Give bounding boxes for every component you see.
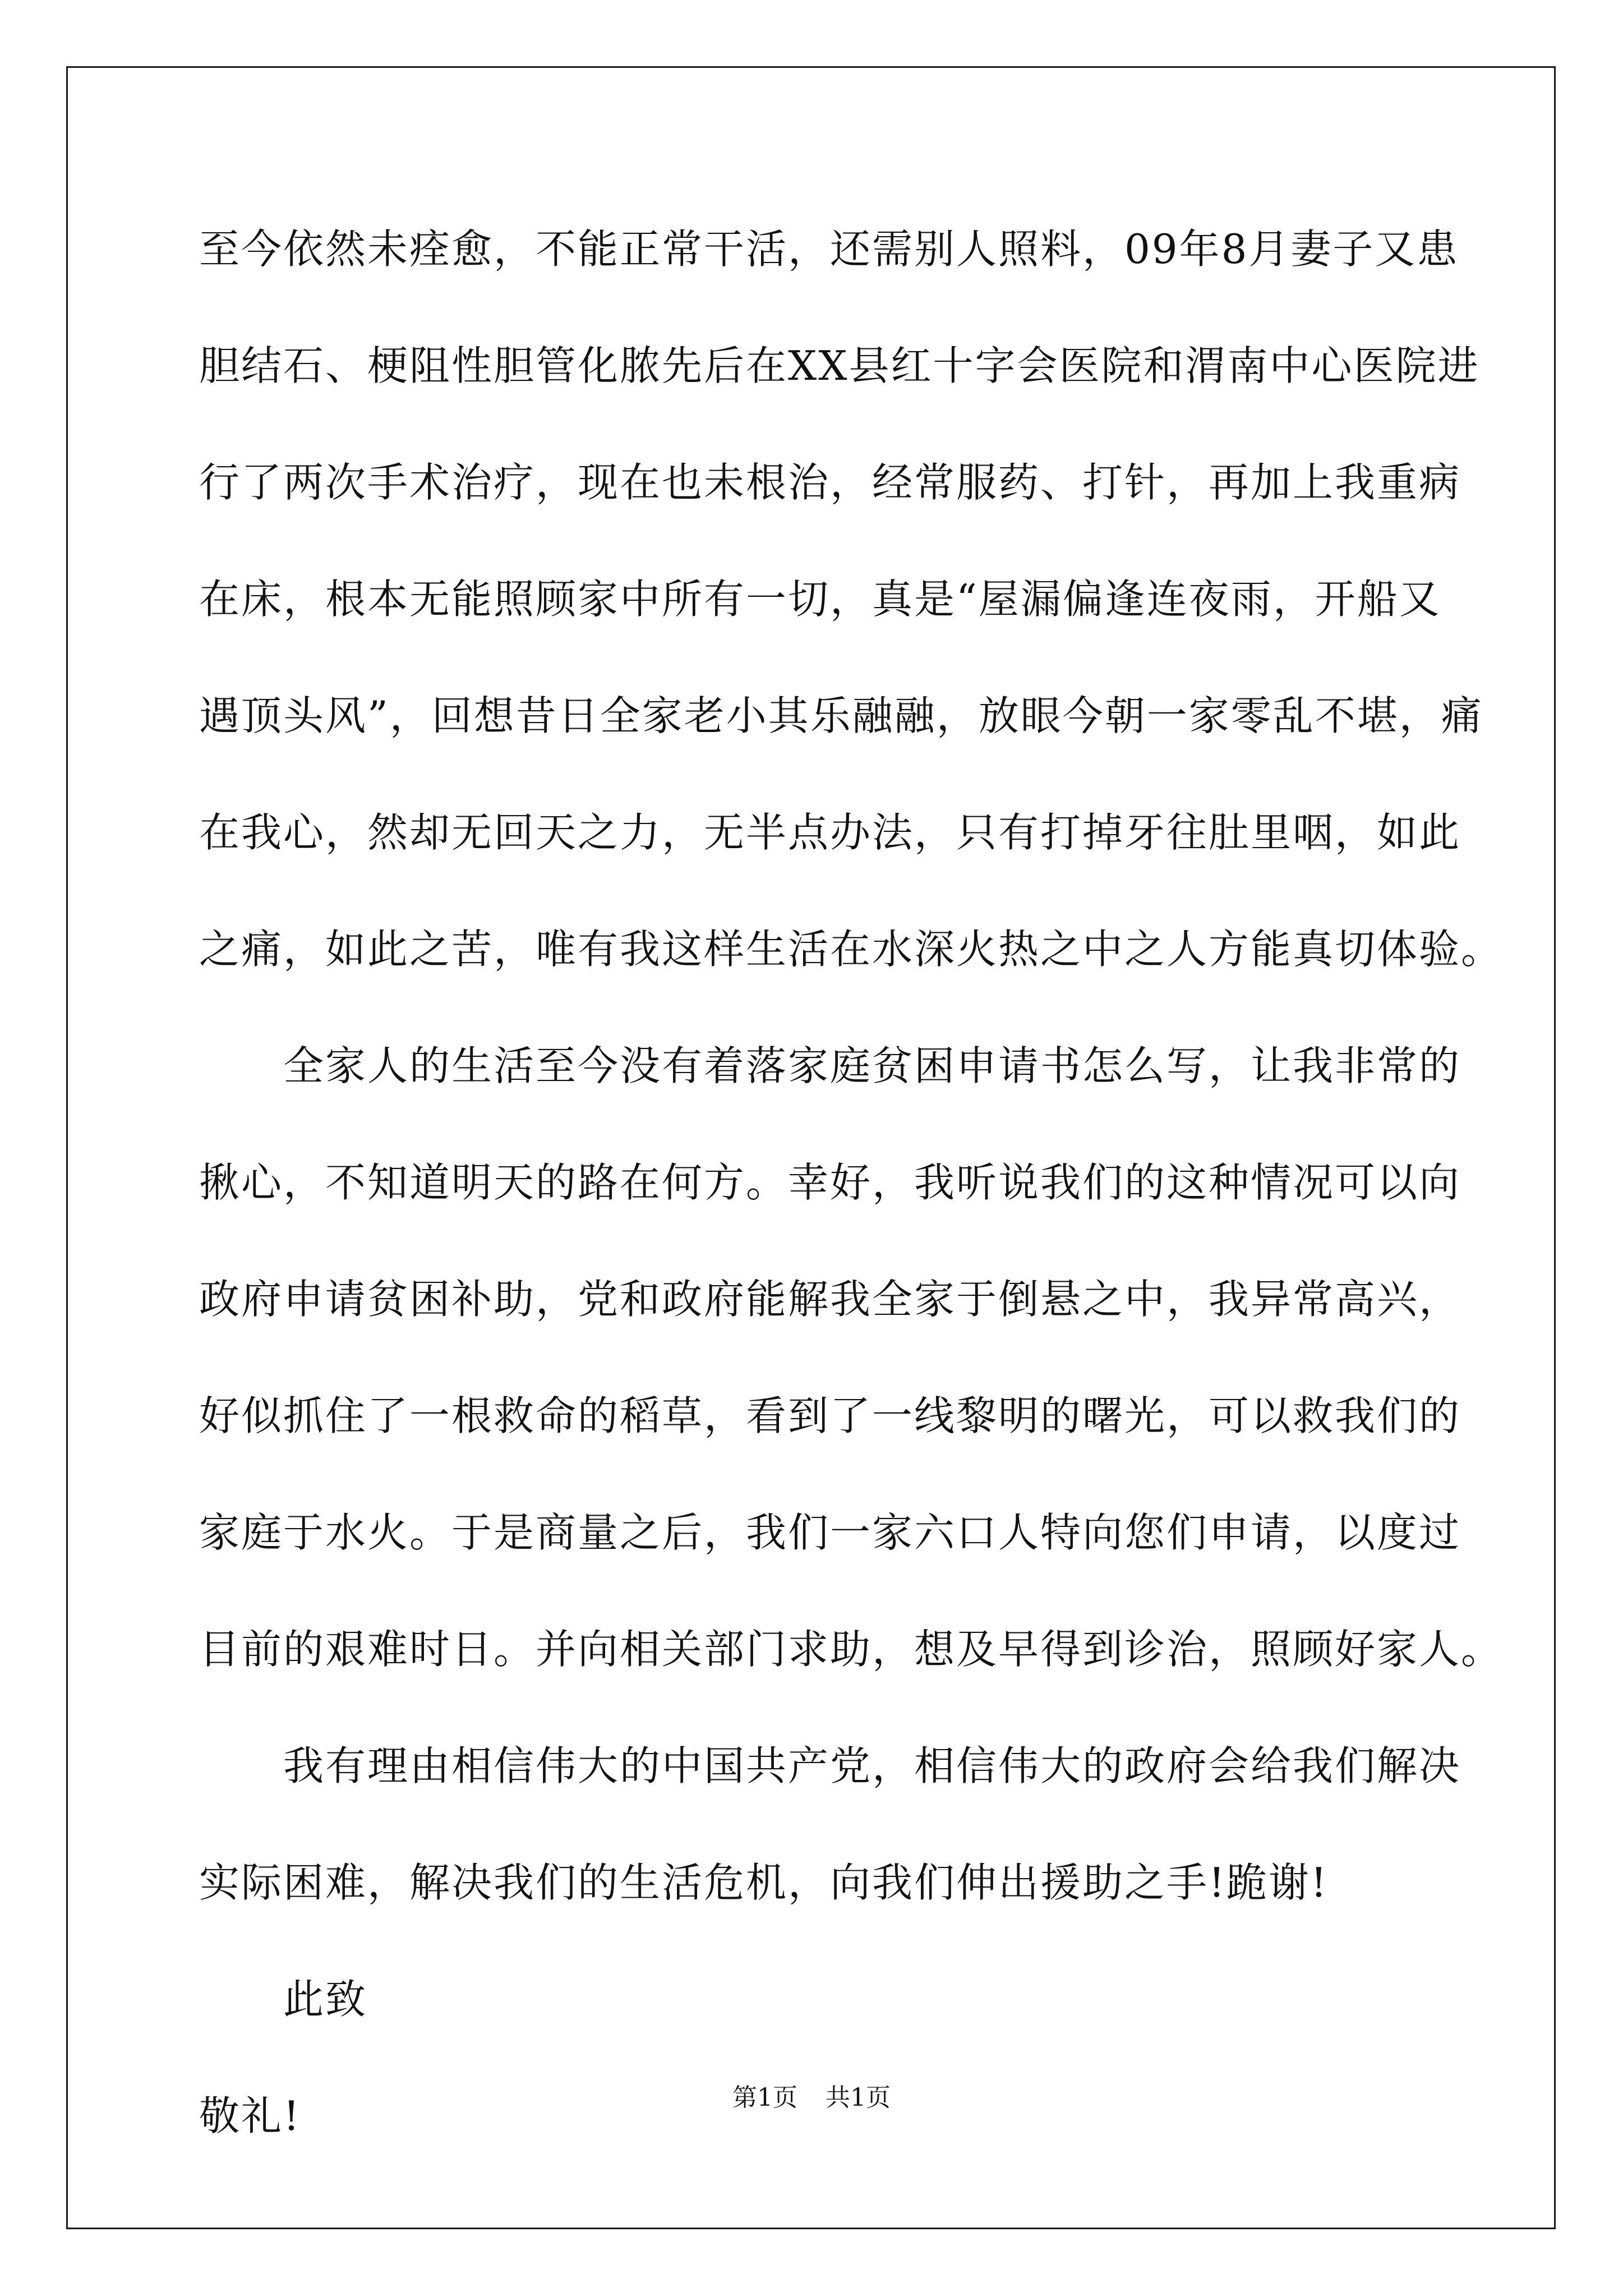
page-number-total: 共1页 [826,2083,891,2112]
page-number-current: 第1页 [732,2083,797,2112]
paragraph-start-line: 我有理由相信伟大的中国共产党，相信伟大的政府会给我们解决 [283,1742,1461,1789]
closing-regards: 敬礼! [199,2092,301,2139]
text-line: 胆结石、梗阻性胆管化脓先后在XX县红十字会医院和渭南中心医院进 [199,342,1480,389]
text-line: 好似抓住了一根救命的稻草，看到了一线黎明的曙光，可以救我们的 [199,1392,1461,1439]
text-line: 至今依然未痊愈，不能正常干活，还需别人照料，09年8月妻子又患 [199,226,1459,273]
text-line: 行了两次手术治疗，现在也未根治，经常服药、打针，再加上我重病 [199,459,1461,506]
text-line: 目前的艰难时日。并向相关部门求助，想及早得到诊治，照顾好家人。 [199,1626,1504,1673]
closing-salutation: 此致 [283,1976,368,2023]
document-body [199,191,1504,2174]
text-line: 政府申请贫困补助，党和政府能解我全家于倒悬之中，我异常高兴， [199,1276,1461,1323]
text-line: 揪心，不知道明天的路在何方。幸好，我听说我们的这种情况可以向 [199,1159,1461,1206]
text-line: 之痛，如此之苦，唯有我这样生活在水深火热之中之人方能真切体验。 [199,926,1504,973]
paragraph-start-line: 全家人的生活至今没有着落家庭贫困申请书怎么写，让我非常的 [283,1042,1461,1089]
page-footer [0,2081,1623,2115]
text-line: 在我心，然却无回天之力，无半点办法，只有打掉牙往肚里咽，如此 [199,809,1461,856]
text-line: 家庭于水火。于是商量之后，我们一家六口人特向您们申请，以度过 [199,1509,1461,1556]
text-line: 遇顶头风”，回想昔日全家老小其乐融融，放眼今朝一家零乱不堪，痛 [199,692,1483,739]
text-line: 实际困难，解决我们的生活危机，向我们伸出援助之手!跪谢! [199,1859,1329,1906]
text-line: 在床，根本无能照顾家中所有一切，真是“屋漏偏逢连夜雨，开船又 [199,576,1441,623]
